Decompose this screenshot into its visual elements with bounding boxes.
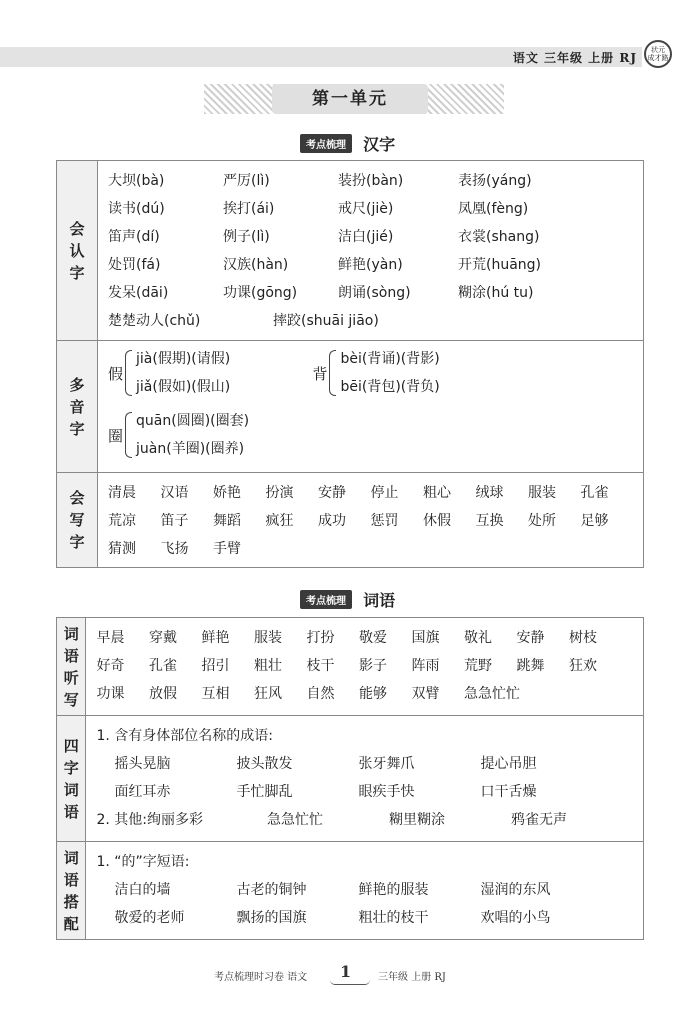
collocation-item1-title: 1. “的”字短语: bbox=[96, 854, 190, 870]
polyphone-group: 假 jià(假期)(请假) jiǎ(假如)(假山) bbox=[108, 351, 231, 395]
word-item: 张牙舞爪 bbox=[358, 756, 415, 772]
word-row bbox=[96, 750, 633, 778]
word-item: 眼疾手快 bbox=[358, 784, 415, 800]
word-item: 大坝(bà) bbox=[108, 173, 165, 189]
word-item: 处罚(fá) bbox=[108, 257, 161, 273]
word-item: 猜测 bbox=[108, 541, 136, 557]
word-item: 疯狂 bbox=[265, 513, 294, 529]
word-item: 舞蹈 bbox=[213, 513, 241, 529]
word-item: 成功 bbox=[318, 513, 346, 529]
word-item: 手臂 bbox=[213, 541, 241, 557]
word-item: 好奇 bbox=[96, 658, 125, 674]
word-item: 休假 bbox=[423, 513, 451, 529]
word-item: 孔雀 bbox=[148, 658, 177, 674]
idiom-item2: 2. 其他:绚丽多彩 急急忙忙 糊里糊涂 鸦雀无声 bbox=[96, 806, 633, 834]
word-item: 功课 bbox=[96, 686, 125, 702]
word-row bbox=[96, 624, 633, 652]
word-item: 扮演 bbox=[265, 485, 294, 501]
word-item: 自然 bbox=[306, 686, 335, 702]
word-item: 狂欢 bbox=[568, 658, 597, 674]
word-item: 穿戴 bbox=[148, 630, 177, 646]
word-item: 提心吊胆 bbox=[480, 756, 537, 772]
word-item: 飘扬的国旗 bbox=[236, 910, 307, 926]
word-item: 汉语 bbox=[160, 485, 189, 501]
word-item: 荒野 bbox=[463, 658, 492, 674]
word-item: 早晨 bbox=[96, 630, 125, 646]
word-item: 挨打(ái) bbox=[223, 201, 275, 217]
word-item: 急急忙忙 bbox=[463, 686, 520, 702]
word-row bbox=[108, 479, 633, 507]
word-item: 例子(lì) bbox=[223, 229, 270, 245]
section-title: 汉字 bbox=[363, 135, 396, 154]
word-item: 洁白的墙 bbox=[114, 882, 171, 898]
recognize-words bbox=[98, 161, 644, 341]
word-item: 招引 bbox=[201, 658, 230, 674]
word-item: 狂风 bbox=[253, 686, 282, 702]
word-row bbox=[96, 876, 633, 904]
word-item: 放假 bbox=[148, 686, 177, 702]
word-item: 荒凉 bbox=[108, 513, 136, 529]
word-item: 双臂 bbox=[411, 686, 440, 702]
word-item: 处所 bbox=[528, 513, 556, 529]
word-item: 安静 bbox=[516, 630, 545, 646]
word-item: 娇艳 bbox=[213, 485, 241, 501]
word-item: 急急忙忙 bbox=[267, 812, 323, 828]
word-item: 互相 bbox=[201, 686, 230, 702]
word-item: 影子 bbox=[358, 658, 387, 674]
word-row bbox=[108, 195, 633, 223]
word-row bbox=[108, 507, 633, 535]
word-row bbox=[108, 307, 633, 335]
word-row bbox=[96, 652, 633, 680]
hanzi-table bbox=[56, 160, 644, 568]
word-item: 笛声(dí) bbox=[108, 229, 160, 245]
write-words bbox=[98, 473, 644, 568]
word-item: 装扮(bàn) bbox=[338, 173, 404, 189]
word-item: 绚丽多彩 bbox=[147, 812, 203, 828]
word-item: 鲜艳(yàn) bbox=[338, 257, 403, 273]
word-item: 粗壮 bbox=[253, 658, 282, 674]
word-item: 摔跤(shuāi jiāo) bbox=[273, 313, 379, 329]
word-item: 鲜艳 bbox=[201, 630, 230, 646]
word-item: 鲜艳的服装 bbox=[358, 882, 429, 898]
word-item: 粗壮的枝干 bbox=[358, 910, 429, 926]
word-row bbox=[108, 251, 633, 279]
polyphone-group: 圈 quān(圆圈)(圈套) juàn(羊圈)(圈养) bbox=[108, 413, 250, 457]
word-item: 飞扬 bbox=[160, 541, 189, 557]
word-item: 口干舌燥 bbox=[480, 784, 537, 800]
word-item: 敬礼 bbox=[463, 630, 492, 646]
word-item: 绒球 bbox=[475, 485, 504, 501]
word-item: 服装 bbox=[253, 630, 282, 646]
section-heading-ciyu bbox=[300, 588, 395, 610]
word-item: 清晨 bbox=[108, 485, 136, 501]
word-row bbox=[96, 680, 633, 708]
word-item: 面红耳赤 bbox=[114, 784, 171, 800]
word-item: 欢唱的小鸟 bbox=[480, 910, 551, 926]
word-item: 停止 bbox=[370, 485, 399, 501]
row-label-dictation: 词 语 听 写 bbox=[57, 618, 86, 716]
word-item: 笛子 bbox=[160, 513, 189, 529]
word-item: 凤凰(fèng) bbox=[458, 201, 529, 217]
footer-left: 考点梳理时习卷 语文 bbox=[214, 972, 308, 983]
word-row bbox=[108, 279, 633, 307]
word-item: 敬爱的老师 bbox=[114, 910, 185, 926]
footer-right: 三年级 上册 RJ bbox=[378, 972, 446, 983]
word-item: 戒尺(jiè) bbox=[338, 201, 394, 217]
section-badge: 考点梳理 bbox=[300, 590, 352, 609]
word-item: 发呆(dāi) bbox=[108, 285, 169, 301]
idiom-item1-title: 1. 含有身体部位名称的成语: bbox=[96, 728, 273, 744]
word-row bbox=[108, 167, 633, 195]
word-item: 洁白(jié) bbox=[338, 229, 394, 245]
word-item: 朗诵(sòng) bbox=[338, 285, 411, 301]
word-item: 国旗 bbox=[411, 630, 440, 646]
word-item: 衣裳(shang) bbox=[458, 229, 540, 245]
word-item: 古老的铜钟 bbox=[236, 882, 307, 898]
collocation-words bbox=[86, 842, 644, 940]
word-item: 打扮 bbox=[306, 630, 335, 646]
word-item: 能够 bbox=[358, 686, 387, 702]
header-text: 语文 三年级 上册 RJ bbox=[512, 51, 637, 65]
seal-logo: 状元 成才路 bbox=[644, 40, 672, 68]
word-item: 楚楚动人(chǔ) bbox=[108, 313, 201, 329]
row-label-write: 会 写 字 bbox=[57, 473, 98, 568]
word-item: 读书(dú) bbox=[108, 201, 165, 217]
word-item: 互换 bbox=[475, 513, 504, 529]
idiom-words bbox=[86, 716, 644, 842]
word-item: 功课(gōng) bbox=[223, 285, 298, 301]
section-heading-hanzi bbox=[300, 132, 395, 154]
ciyu-table bbox=[56, 617, 644, 940]
section-badge: 考点梳理 bbox=[300, 134, 352, 153]
section-title: 词语 bbox=[363, 591, 396, 610]
word-item: 敬爱 bbox=[358, 630, 387, 646]
word-item: 树枝 bbox=[568, 630, 597, 646]
word-item: 手忙脚乱 bbox=[236, 784, 293, 800]
word-item: 服装 bbox=[528, 485, 556, 501]
row-label-polyphone: 多 音 字 bbox=[57, 341, 98, 473]
word-item: 糊涂(hú tu) bbox=[458, 285, 534, 301]
dictation-words bbox=[86, 618, 644, 716]
word-item: 湿润的东风 bbox=[480, 882, 551, 898]
word-item: 糊里糊涂 bbox=[389, 812, 445, 828]
page-number: 1 bbox=[340, 962, 352, 981]
book-icon bbox=[330, 980, 370, 985]
word-item: 披头散发 bbox=[236, 756, 293, 772]
word-item: 粗心 bbox=[423, 485, 451, 501]
word-item: 足够 bbox=[580, 513, 609, 529]
word-row bbox=[96, 778, 633, 806]
word-item: 安静 bbox=[318, 485, 346, 501]
row-label-collocation: 词 语 搭 配 bbox=[57, 842, 86, 940]
word-item: 惩罚 bbox=[370, 513, 399, 529]
polyphone-words bbox=[98, 341, 644, 473]
word-row bbox=[96, 904, 633, 932]
polyphone-group: 背 bèi(背诵)(背影) bēi(背包)(背负) bbox=[312, 351, 440, 395]
word-item: 汉族(hàn) bbox=[223, 257, 289, 273]
word-item: 阵雨 bbox=[411, 658, 440, 674]
row-label-recognize: 会 认 字 bbox=[57, 161, 98, 341]
row-label-idioms: 四 字 词 语 bbox=[57, 716, 86, 842]
word-item: 鸦雀无声 bbox=[511, 812, 567, 828]
word-item: 严厉(lì) bbox=[223, 173, 270, 189]
word-item: 孔雀 bbox=[580, 485, 609, 501]
word-row bbox=[108, 535, 633, 563]
word-item: 枝干 bbox=[306, 658, 335, 674]
word-item: 跳舞 bbox=[516, 658, 545, 674]
word-row bbox=[108, 223, 633, 251]
word-item: 摇头晃脑 bbox=[114, 756, 171, 772]
word-item: 开荒(huāng) bbox=[458, 257, 542, 273]
unit-title: 第一单元 bbox=[272, 84, 428, 114]
word-item: 表扬(yáng) bbox=[458, 173, 532, 189]
